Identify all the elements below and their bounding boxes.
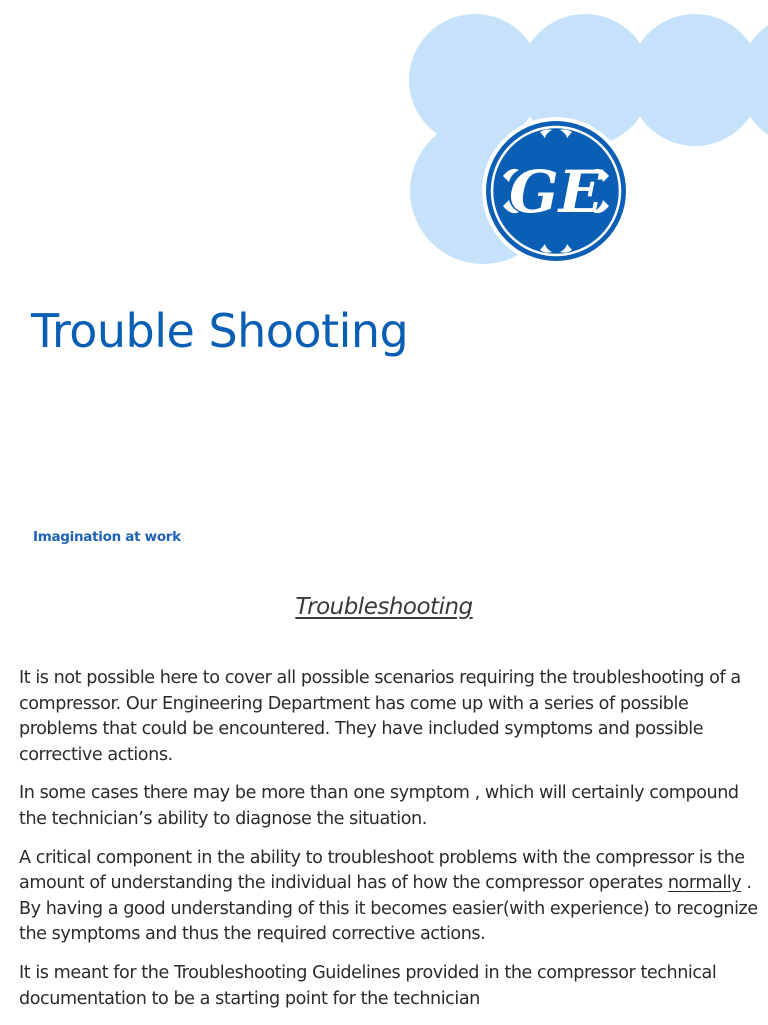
- paragraph-3: [19, 846, 759, 948]
- paragraph-3-text-b: . By having a good understanding of this it becomes easier(with experience) to recognize the symptoms and thus the required corrective actions.: [19, 873, 758, 945]
- paragraph-1: It is not possible here to cover all possible scenarios requiring the troubleshooting of a compressor. Our Engineering Department has come up with a series of possible problems that could be encountered. They have included symptoms and possible corrective actions.: [19, 668, 741, 765]
- paragraph-2: In some cases there may be more than one symptom , which will certainly compound the technician’s ability to diagnose the situation.: [19, 783, 739, 829]
- paragraph-4: It is meant for the Troubleshooting Guidelines provided in the compressor technical documentation to be a starting point for the technician: [19, 962, 717, 1009]
- emphasis-normally: normally: [667, 873, 742, 894]
- document-body: [19, 666, 759, 1025]
- svg-text:GE: GE: [509, 158, 603, 226]
- section-heading: Troubleshooting: [295, 594, 473, 620]
- tagline: Imagination at work: [33, 529, 181, 545]
- slide-title: Trouble Shooting: [31, 304, 409, 358]
- ge-logo-icon: [482, 117, 630, 265]
- paragraph-3-text-a: A critical component in the ability to troubleshoot problems with the compressor is the amount of understanding the individual has of how the compressor operates: [19, 847, 745, 894]
- decorative-circles: [0, 0, 768, 300]
